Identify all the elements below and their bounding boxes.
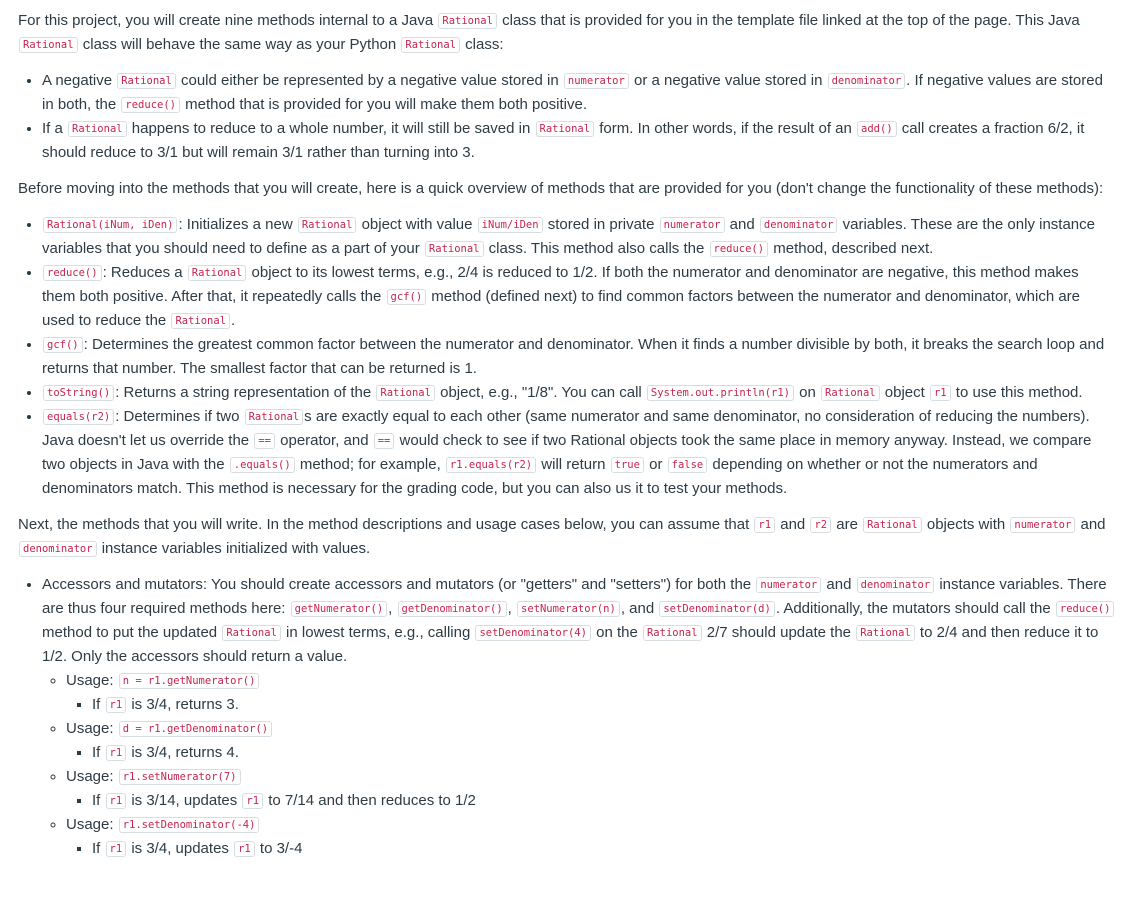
text-run: method (defined next) to find common factors between the numerator and denominator, which are used to reduce the xyxy=(42,288,1081,329)
inline-code: Rational xyxy=(117,73,176,89)
text-run: call creates a fraction 6/2, it should reduce to 3/1 but will remain 3/1 rather than turning into 3. xyxy=(42,120,1085,161)
inline-code: r2 xyxy=(810,517,831,533)
text-run: : Initializes a new xyxy=(178,216,297,233)
text-run: method; for example, xyxy=(295,456,445,473)
inline-code: setDenominator(4) xyxy=(475,625,590,641)
inline-code: false xyxy=(668,457,708,473)
text-run: is 3/4, returns 4. xyxy=(127,744,239,761)
text-run: Usage: xyxy=(66,720,118,737)
inline-code: setDenominator(d) xyxy=(659,601,774,617)
usage-item xyxy=(66,813,1116,861)
inline-code: Rational xyxy=(245,409,304,425)
text-run: Before moving into the methods that you will create, here is a quick overview of methods that are provided for you (don't change the functionality of these methods): xyxy=(18,180,1104,197)
inline-code: iNum/iDen xyxy=(478,217,543,233)
inline-code: r1 xyxy=(242,793,263,809)
text-run: and xyxy=(1076,516,1106,533)
inline-code: d = r1.getDenominator() xyxy=(119,721,272,737)
text-run: class: xyxy=(460,36,504,53)
inline-code: Rational xyxy=(222,625,281,641)
text-run: s are exactly equal to each other (same numerator and same denominator, no consideration of reducing the numbers). Java doesn't let us override the xyxy=(42,408,1090,449)
text-run: Usage: xyxy=(66,672,118,689)
inline-code: numerator xyxy=(660,217,725,233)
inline-code: == xyxy=(374,433,395,449)
text-run: : Determines if two xyxy=(115,408,244,425)
usage-result xyxy=(92,789,1116,813)
text-run: : Returns a string representation of the xyxy=(115,384,376,401)
text-run: depending on whether or not the numerators and denominators match. This method is necessary for the grading code, but you can also us it to test your methods. xyxy=(42,456,1038,497)
text-run: stored in private xyxy=(543,216,659,233)
inline-code: add() xyxy=(857,121,897,137)
text-run: in lowest terms, e.g., calling xyxy=(281,624,475,641)
methods-to-write-intro xyxy=(18,513,1116,561)
usage-item xyxy=(66,717,1116,765)
list-item xyxy=(42,261,1116,333)
inline-code: gcf() xyxy=(43,337,83,353)
inline-code: reduce() xyxy=(121,97,180,113)
text-run: and xyxy=(822,576,856,593)
inline-code: denominator xyxy=(828,73,906,89)
text-run: are xyxy=(832,516,863,533)
text-run: will return xyxy=(537,456,610,473)
text-run: to 3/-4 xyxy=(255,840,303,857)
inline-code: System.out.println(r1) xyxy=(647,385,794,401)
text-run: happens to reduce to a whole number, it will still be saved in xyxy=(127,120,535,137)
inline-code: == xyxy=(254,433,275,449)
list-item xyxy=(42,333,1116,381)
text-run: could either be represented by a negative value stored in xyxy=(176,72,563,89)
text-run: form. In other words, if the result of an xyxy=(595,120,857,137)
inline-code: numerator xyxy=(564,73,629,89)
inline-code: r1 xyxy=(930,385,951,401)
text-run: . If negative values are stored in both, the xyxy=(42,72,1103,113)
inline-code: n = r1.getNumerator() xyxy=(119,673,260,689)
usage-item xyxy=(66,669,1116,717)
inline-code: denominator xyxy=(19,541,97,557)
inline-code: Rational(iNum, iDen) xyxy=(43,217,177,233)
text-run: If xyxy=(92,840,105,857)
inline-code: Rational xyxy=(425,241,484,257)
text-run: or xyxy=(644,456,667,473)
text-run: Accessors and mutators: You should create accessors and mutators (or "getters" and "setters") for both the xyxy=(42,576,756,593)
text-run: Next, the methods that you will write. In the method descriptions and usage cases below, you can assume that xyxy=(18,516,754,533)
inline-code: denominator xyxy=(857,577,935,593)
inline-code: Rational xyxy=(188,265,247,281)
inline-code: r1.setDenominator(-4) xyxy=(119,817,260,833)
text-run: and xyxy=(776,516,810,533)
text-run: For this project, you will create nine methods internal to a Java xyxy=(18,12,438,29)
text-run: object to its lowest terms, e.g., 2/4 is reduced to 1/2. If both the numerator and denominator are negative, this method makes them both positive. After that, it repeatedly calls the xyxy=(42,264,1079,305)
text-run: is 3/14, updates xyxy=(127,792,242,809)
inline-code: r1 xyxy=(106,841,127,857)
text-run: class will behave the same way as your Python xyxy=(78,36,401,53)
inline-code: r1 xyxy=(106,697,127,713)
text-run: If xyxy=(92,792,105,809)
inline-code: equals(r2) xyxy=(43,409,114,425)
text-run: on xyxy=(795,384,821,401)
text-run: variables. These are the only instance variables that you should need to define as a part of your xyxy=(42,216,1095,257)
inline-code: reduce() xyxy=(710,241,769,257)
text-run: instance variables. There are thus four required methods here: xyxy=(42,576,1107,617)
usage-label xyxy=(66,720,273,737)
usage-result xyxy=(92,741,1116,765)
text-run: . xyxy=(231,312,236,329)
usage-label xyxy=(66,672,260,689)
text-run: would check to see if two Rational objects took the same place in memory anyway. Instead, we compare two objects in Java with the xyxy=(42,432,1092,473)
text-run: 2/7 should update the xyxy=(702,624,856,641)
intro-paragraph xyxy=(18,9,1116,57)
text-run: , and xyxy=(620,600,659,617)
inline-code: Rational xyxy=(863,517,922,533)
text-run: operator, and xyxy=(275,432,373,449)
inline-code: numerator xyxy=(1010,517,1075,533)
text-run: objects with xyxy=(922,516,1010,533)
inline-code: .equals() xyxy=(230,457,295,473)
inline-code: setNumerator(n) xyxy=(517,601,620,617)
representation-notes-list xyxy=(18,69,1116,165)
text-run: object with value xyxy=(357,216,477,233)
text-run: to use this method. xyxy=(951,384,1083,401)
list-item xyxy=(42,69,1116,117)
inline-code: Rational xyxy=(438,13,497,29)
text-run: , xyxy=(388,600,397,617)
text-run: is 3/4, returns 3. xyxy=(127,696,239,713)
text-run: . Additionally, the mutators should call the xyxy=(775,600,1055,617)
inline-code: Rational xyxy=(401,37,460,53)
list-item xyxy=(42,213,1116,261)
text-run: , xyxy=(507,600,516,617)
inline-code: Rational xyxy=(68,121,127,137)
provided-methods-intro xyxy=(18,177,1116,201)
inline-code: Rational xyxy=(643,625,702,641)
list-item xyxy=(42,117,1116,165)
text-run: object xyxy=(880,384,929,401)
text-run: or a negative value stored in xyxy=(629,72,827,89)
text-run: method to put the updated xyxy=(42,624,222,641)
list-item xyxy=(42,573,1116,861)
text-run: : Reduces a xyxy=(102,264,187,281)
text-run: class that is provided for you in the template file linked at the top of the page. This Java xyxy=(497,12,1080,29)
usage-label xyxy=(66,768,242,785)
inline-code: r1 xyxy=(234,841,255,857)
inline-code: reduce() xyxy=(43,265,102,281)
text-run: to 7/14 and then reduces to 1/2 xyxy=(264,792,476,809)
inline-code: true xyxy=(611,457,644,473)
text-run: method, described next. xyxy=(769,240,934,257)
usage-result xyxy=(92,837,1116,861)
text-run: object, e.g., "1/8". You can call xyxy=(435,384,646,401)
inline-code: Rational xyxy=(856,625,915,641)
text-run: on the xyxy=(591,624,642,641)
usage-result xyxy=(92,693,1116,717)
inline-code: Rational xyxy=(19,37,78,53)
text-run: instance variables initialized with values. xyxy=(97,540,371,557)
inline-code: Rational xyxy=(298,217,357,233)
text-run: : Determines the greatest common factor between the numerator and denominator. When it finds a number divisible by both, it breaks the search loop and returns that number. The smallest factor that can be returned is 1. xyxy=(42,336,1105,377)
inline-code: reduce() xyxy=(1056,601,1115,617)
text-run: Usage: xyxy=(66,768,118,785)
inline-code: denominator xyxy=(760,217,838,233)
inline-code: Rational xyxy=(376,385,435,401)
methods-to-write-list xyxy=(18,573,1116,861)
accessors-mutators-text xyxy=(42,576,1115,665)
text-run: Usage: xyxy=(66,816,118,833)
inline-code: getNumerator() xyxy=(291,601,388,617)
text-run: A negative xyxy=(42,72,117,89)
provided-methods-list xyxy=(18,213,1116,501)
text-run: method that is provided for you will make them both positive. xyxy=(180,96,588,113)
list-item xyxy=(42,405,1116,501)
inline-code: toString() xyxy=(43,385,114,401)
usage-list xyxy=(42,669,1116,861)
inline-code: r1 xyxy=(106,793,127,809)
inline-code: Rational xyxy=(821,385,880,401)
inline-code: r1 xyxy=(754,517,775,533)
inline-code: gcf() xyxy=(387,289,427,305)
inline-code: Rational xyxy=(171,313,230,329)
text-run: If a xyxy=(42,120,68,137)
text-run: to 2/4 and then reduce it to 1/2. Only the accessors should return a value. xyxy=(42,624,1099,665)
inline-code: numerator xyxy=(756,577,821,593)
text-run: is 3/4, updates xyxy=(127,840,234,857)
inline-code: getDenominator() xyxy=(398,601,507,617)
text-run: class. This method also calls the xyxy=(484,240,709,257)
inline-code: r1.setNumerator(7) xyxy=(119,769,241,785)
list-item xyxy=(42,381,1116,405)
text-run: If xyxy=(92,696,105,713)
inline-code: r1 xyxy=(106,745,127,761)
text-run: and xyxy=(725,216,759,233)
text-run: If xyxy=(92,744,105,761)
inline-code: r1.equals(r2) xyxy=(446,457,536,473)
usage-label xyxy=(66,816,260,833)
inline-code: Rational xyxy=(536,121,595,137)
usage-item xyxy=(66,765,1116,813)
